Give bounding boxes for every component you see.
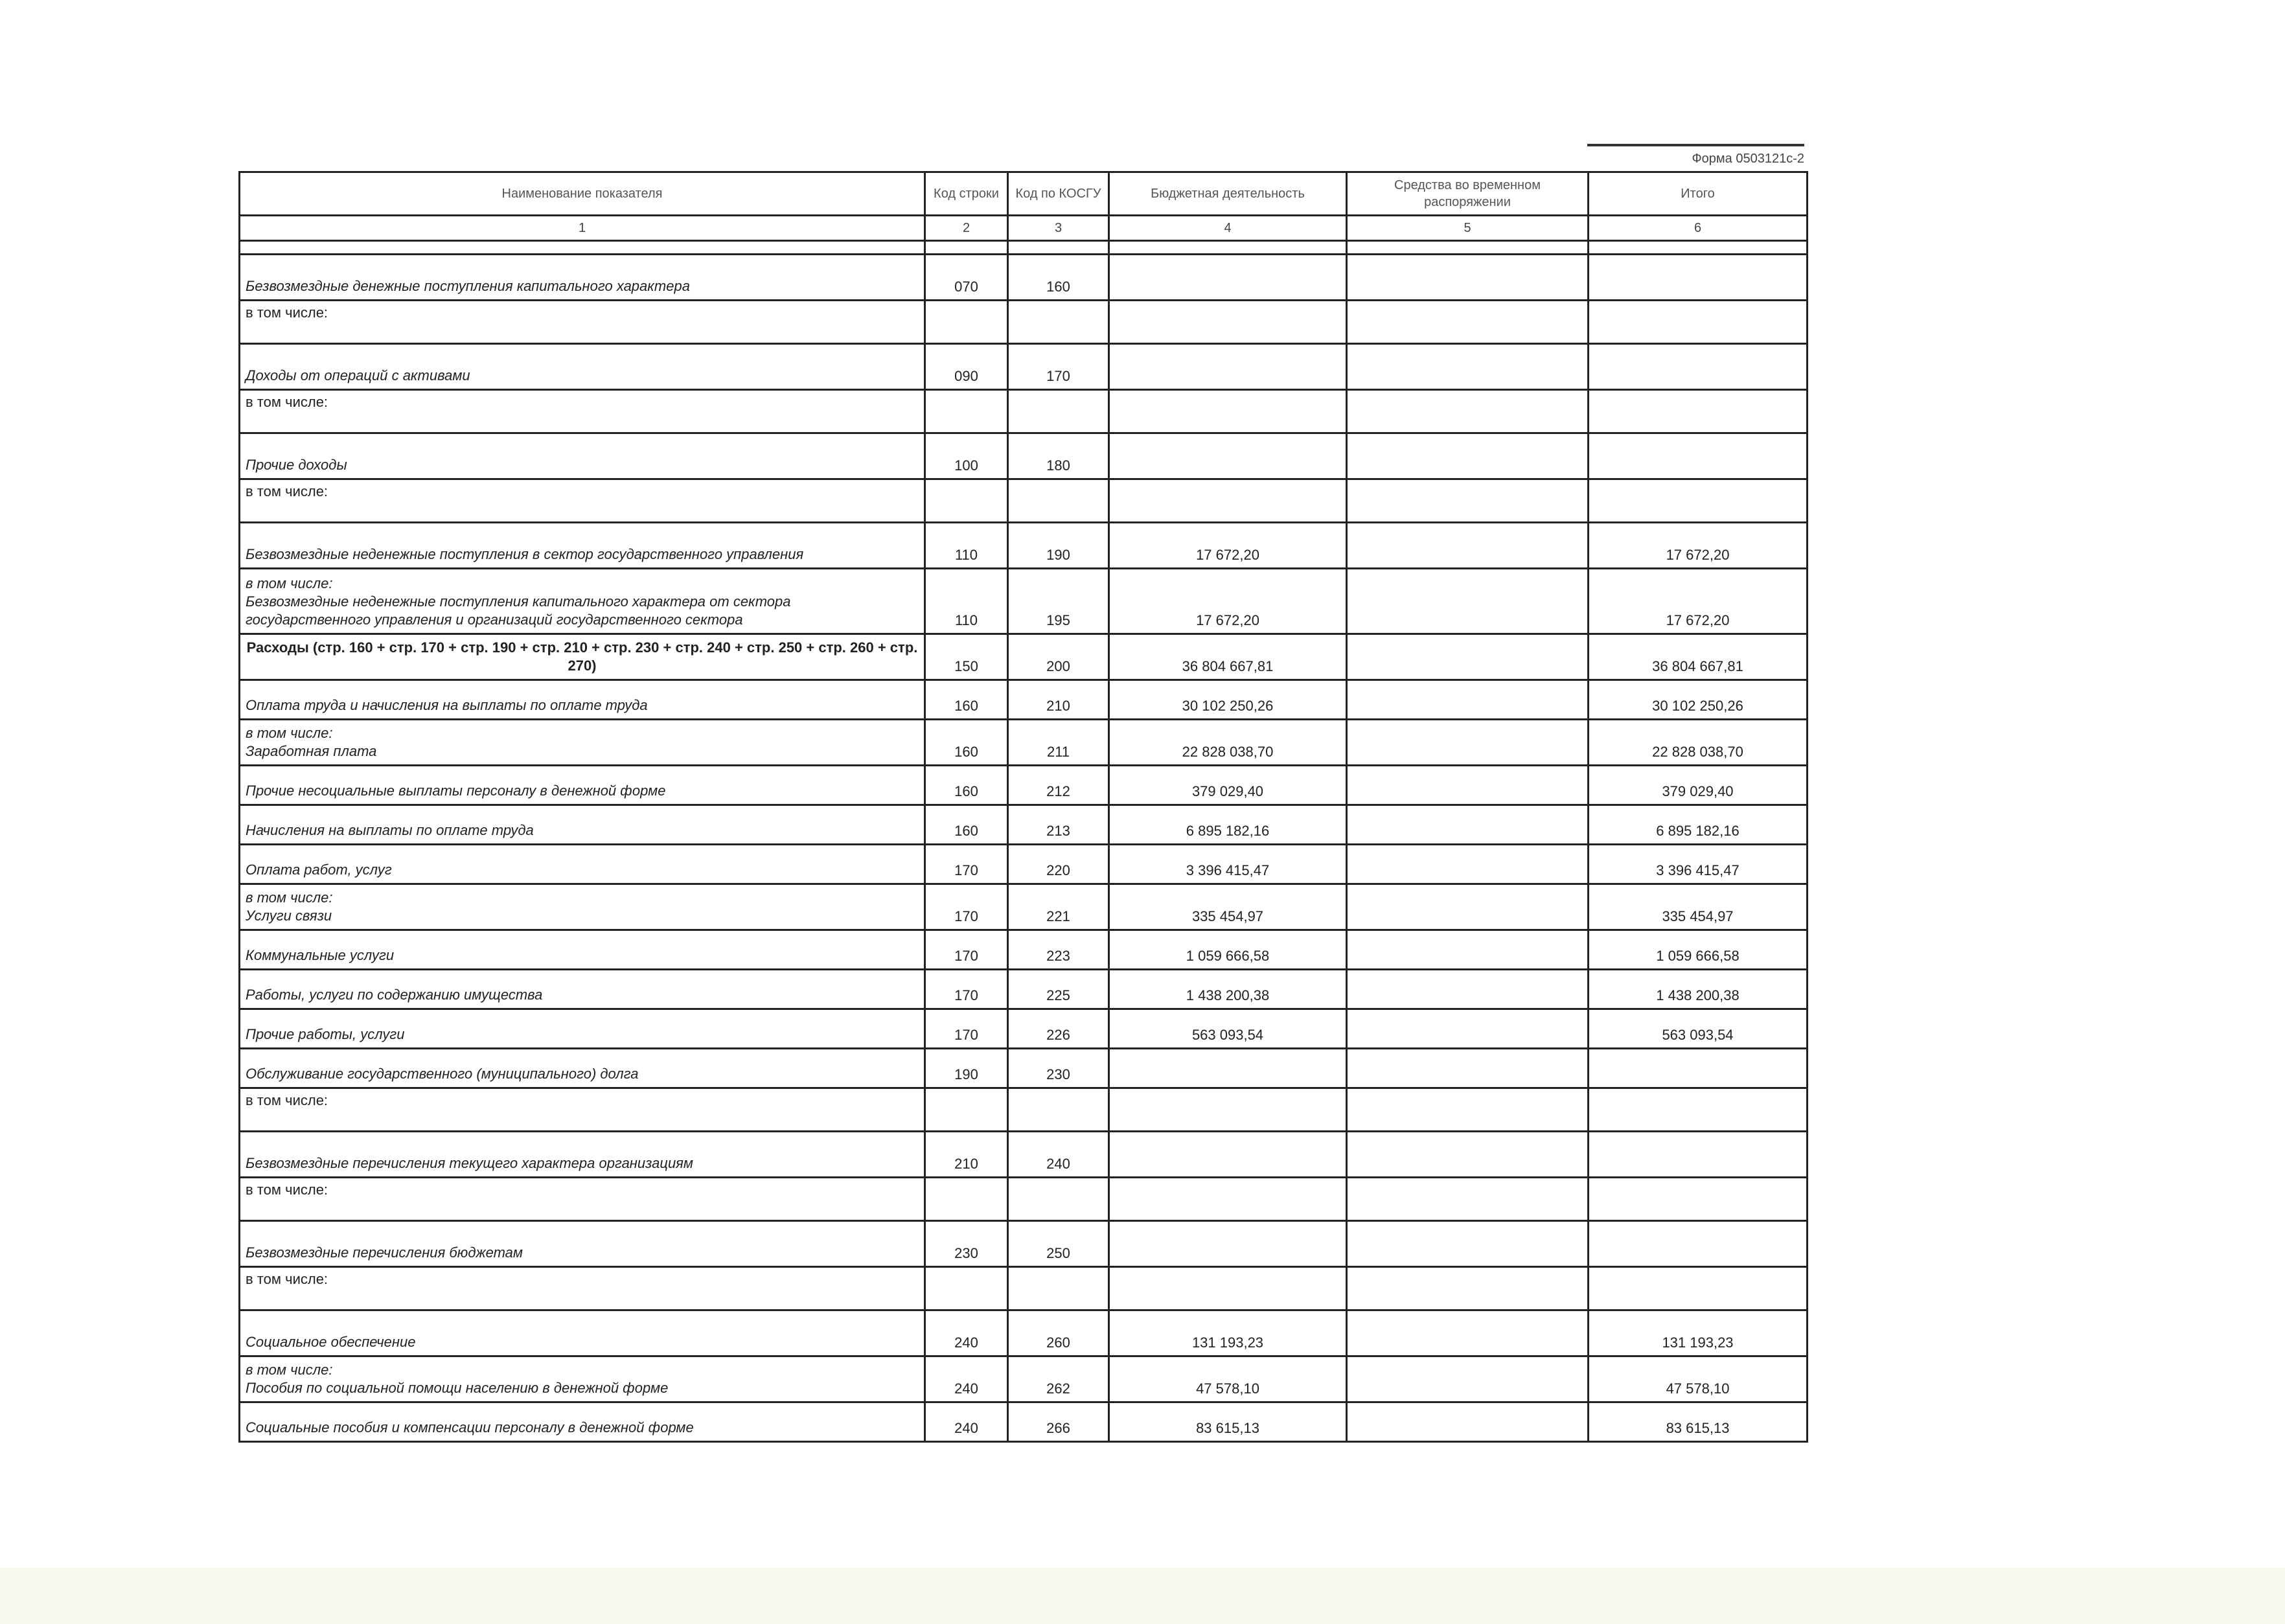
- row-kosgu: 195: [1008, 569, 1109, 634]
- table-row: [240, 1267, 1808, 1310]
- row-budget: 335 454,97: [1109, 884, 1347, 930]
- row-kosgu: [1008, 1178, 1109, 1221]
- row-label: Безвозмездные неденежные поступления в сектор государственного управления: [246, 546, 804, 562]
- row-temp-funds: [1347, 970, 1589, 1009]
- row-budget: [1109, 255, 1347, 301]
- table-row: [240, 1049, 1808, 1088]
- row-line-code: 070: [925, 255, 1008, 301]
- row-total: [1589, 1088, 1808, 1132]
- row-name: [240, 390, 925, 433]
- row-line-code: 160: [925, 680, 1008, 720]
- row-total: 1 059 666,58: [1589, 930, 1808, 970]
- row-line-code: 170: [925, 845, 1008, 884]
- row-budget: 17 672,20: [1109, 569, 1347, 634]
- row-budget: [1109, 479, 1347, 523]
- row-kosgu: 210: [1008, 680, 1109, 720]
- row-label: Пособия по социальной помощи населению в денежной форме: [246, 1380, 669, 1396]
- row-total: 30 102 250,26: [1589, 680, 1808, 720]
- row-kosgu: 200: [1008, 634, 1109, 680]
- report-table: [238, 171, 1808, 1443]
- row-total: [1589, 344, 1808, 390]
- row-name: [240, 1402, 925, 1442]
- row-line-code: 170: [925, 930, 1008, 970]
- row-line-code: 210: [925, 1132, 1008, 1178]
- row-temp-funds: [1347, 390, 1589, 433]
- table-row: [240, 766, 1808, 805]
- table-row: [240, 930, 1808, 970]
- row-total: 36 804 667,81: [1589, 634, 1808, 680]
- row-budget: 36 804 667,81: [1109, 634, 1347, 680]
- row-budget: [1109, 1221, 1347, 1267]
- row-name: [240, 301, 925, 344]
- row-label: в том числе:: [246, 394, 328, 410]
- row-label: Прочие работы, услуги: [246, 1026, 405, 1042]
- row-name: [240, 884, 925, 930]
- row-total: [1589, 1132, 1808, 1178]
- row-total: [1589, 390, 1808, 433]
- column-number: 3: [1008, 216, 1109, 241]
- row-name: [240, 1009, 925, 1049]
- row-name: [240, 569, 925, 634]
- row-total: 83 615,13: [1589, 1402, 1808, 1442]
- row-temp-funds: [1347, 255, 1589, 301]
- row-temp-funds: [1347, 805, 1589, 845]
- row-budget: 83 615,13: [1109, 1402, 1347, 1442]
- table-row: [240, 1356, 1808, 1402]
- row-kosgu: [1008, 390, 1109, 433]
- table-row: [240, 1009, 1808, 1049]
- row-budget: [1109, 344, 1347, 390]
- row-kosgu: 160: [1008, 255, 1109, 301]
- row-budget: [1109, 1132, 1347, 1178]
- row-kosgu: 223: [1008, 930, 1109, 970]
- row-budget: 1 059 666,58: [1109, 930, 1347, 970]
- row-kosgu: 212: [1008, 766, 1109, 805]
- row-kosgu: 225: [1008, 970, 1109, 1009]
- row-budget: [1109, 1088, 1347, 1132]
- row-total: 17 672,20: [1589, 569, 1808, 634]
- row-label: Работы, услуги по содержанию имущества: [246, 987, 543, 1003]
- row-temp-funds: [1347, 766, 1589, 805]
- table-row: [240, 884, 1808, 930]
- row-name: [240, 720, 925, 766]
- row-total: [1589, 301, 1808, 344]
- row-subheading: в том числе:: [246, 1362, 333, 1378]
- row-temp-funds: [1347, 1221, 1589, 1267]
- table-row: [240, 1221, 1808, 1267]
- row-subheading: в том числе:: [246, 725, 333, 741]
- row-budget: [1109, 433, 1347, 479]
- header-kosgu: Код по КОСГУ: [1008, 172, 1109, 216]
- row-temp-funds: [1347, 569, 1589, 634]
- row-temp-funds: [1347, 1009, 1589, 1049]
- row-name: [240, 680, 925, 720]
- row-temp-funds: [1347, 1088, 1589, 1132]
- row-name: [240, 805, 925, 845]
- row-budget: 3 396 415,47: [1109, 845, 1347, 884]
- row-label: Коммунальные услуги: [246, 947, 395, 963]
- row-total: 379 029,40: [1589, 766, 1808, 805]
- row-kosgu: 170: [1008, 344, 1109, 390]
- row-subheading: в том числе:: [246, 575, 333, 591]
- row-name: [240, 970, 925, 1009]
- row-total: 47 578,10: [1589, 1356, 1808, 1402]
- row-budget: 563 093,54: [1109, 1009, 1347, 1049]
- row-budget: 30 102 250,26: [1109, 680, 1347, 720]
- row-line-code: [925, 1178, 1008, 1221]
- row-line-code: 240: [925, 1402, 1008, 1442]
- row-total: [1589, 1049, 1808, 1088]
- header-line-code: Код строки: [925, 172, 1008, 216]
- row-kosgu: 240: [1008, 1132, 1109, 1178]
- row-kosgu: 211: [1008, 720, 1109, 766]
- table-row: [240, 523, 1808, 569]
- row-budget: 22 828 038,70: [1109, 720, 1347, 766]
- row-line-code: 160: [925, 720, 1008, 766]
- table-row: [240, 805, 1808, 845]
- row-temp-funds: [1347, 884, 1589, 930]
- row-label: Оплата работ, услуг: [246, 862, 392, 878]
- row-line-code: 160: [925, 766, 1008, 805]
- row-label: Безвозмездные перечисления текущего характера организациям: [246, 1155, 694, 1171]
- row-budget: [1109, 1178, 1347, 1221]
- row-line-code: [925, 1267, 1008, 1310]
- row-temp-funds: [1347, 344, 1589, 390]
- row-name: [240, 1178, 925, 1221]
- row-kosgu: 262: [1008, 1356, 1109, 1402]
- row-line-code: 110: [925, 523, 1008, 569]
- row-kosgu: [1008, 1088, 1109, 1132]
- row-line-code: 240: [925, 1310, 1008, 1356]
- row-label: Обслуживание государственного (муниципального) долга: [246, 1066, 639, 1082]
- row-kosgu: [1008, 1267, 1109, 1310]
- row-budget: [1109, 1049, 1347, 1088]
- row-kosgu: [1008, 301, 1109, 344]
- row-budget: 47 578,10: [1109, 1356, 1347, 1402]
- table-row: [240, 970, 1808, 1009]
- row-label: в том числе:: [246, 483, 328, 499]
- row-name: [240, 523, 925, 569]
- row-line-code: 230: [925, 1221, 1008, 1267]
- row-temp-funds: [1347, 680, 1589, 720]
- table-row: [240, 634, 1808, 680]
- row-label: в том числе:: [246, 304, 328, 321]
- row-line-code: 160: [925, 805, 1008, 845]
- row-name: [240, 766, 925, 805]
- row-label: Прочие доходы: [246, 457, 347, 473]
- row-kosgu: 213: [1008, 805, 1109, 845]
- row-line-code: 170: [925, 884, 1008, 930]
- row-total: 6 895 182,16: [1589, 805, 1808, 845]
- header-temp-funds: Средства во временном распоряжении: [1347, 172, 1589, 216]
- row-label: Услуги связи: [246, 908, 332, 924]
- table-row: [240, 390, 1808, 433]
- row-line-code: 170: [925, 1009, 1008, 1049]
- row-total: 22 828 038,70: [1589, 720, 1808, 766]
- row-budget: [1109, 390, 1347, 433]
- row-budget: 1 438 200,38: [1109, 970, 1347, 1009]
- row-total: [1589, 1267, 1808, 1310]
- row-kosgu: 221: [1008, 884, 1109, 930]
- row-kosgu: 250: [1008, 1221, 1109, 1267]
- column-number: 5: [1347, 216, 1589, 241]
- row-total: [1589, 479, 1808, 523]
- row-kosgu: 180: [1008, 433, 1109, 479]
- table-row: [240, 680, 1808, 720]
- row-label: Социальное обеспечение: [246, 1334, 416, 1350]
- row-temp-funds: [1347, 634, 1589, 680]
- table-row: [240, 1088, 1808, 1132]
- row-temp-funds: [1347, 1267, 1589, 1310]
- row-kosgu: 260: [1008, 1310, 1109, 1356]
- row-budget: 131 193,23: [1109, 1310, 1347, 1356]
- row-line-code: [925, 390, 1008, 433]
- row-label: Оплата труда и начисления на выплаты по оплате труда: [246, 697, 648, 713]
- row-name: [240, 433, 925, 479]
- table-row: [240, 845, 1808, 884]
- row-name: [240, 1221, 925, 1267]
- row-label: Начисления на выплаты по оплате труда: [246, 822, 534, 838]
- table-row: [240, 479, 1808, 523]
- row-temp-funds: [1347, 1132, 1589, 1178]
- row-budget: [1109, 301, 1347, 344]
- row-label: в том числе:: [246, 1092, 328, 1108]
- row-name: [240, 479, 925, 523]
- row-total: 335 454,97: [1589, 884, 1808, 930]
- row-total: [1589, 1221, 1808, 1267]
- row-label: Расходы (стр. 160 + стр. 170 + стр. 190 + стр. 210 + стр. 230 + стр. 240 + стр. 250 + стр. 260 + стр. 270): [246, 639, 918, 674]
- row-budget: 6 895 182,16: [1109, 805, 1347, 845]
- header-row: [240, 172, 1808, 216]
- row-name: [240, 1049, 925, 1088]
- table-row: [240, 344, 1808, 390]
- row-total: [1589, 1178, 1808, 1221]
- header-total: Итого: [1589, 172, 1808, 216]
- row-name: [240, 930, 925, 970]
- row-temp-funds: [1347, 433, 1589, 479]
- row-kosgu: 220: [1008, 845, 1109, 884]
- row-kosgu: 230: [1008, 1049, 1109, 1088]
- table-row: [240, 569, 1808, 634]
- row-label: Безвозмездные денежные поступления капитального характера: [246, 278, 690, 294]
- row-name: [240, 845, 925, 884]
- row-temp-funds: [1347, 1402, 1589, 1442]
- page-bottom-stripe: [0, 1568, 2285, 1624]
- row-label: Доходы от операций с активами: [246, 367, 470, 383]
- row-kosgu: [1008, 479, 1109, 523]
- row-kosgu: 190: [1008, 523, 1109, 569]
- row-temp-funds: [1347, 845, 1589, 884]
- row-temp-funds: [1347, 523, 1589, 569]
- column-number: 6: [1589, 216, 1808, 241]
- row-line-code: [925, 479, 1008, 523]
- table-row: [240, 1132, 1808, 1178]
- row-temp-funds: [1347, 301, 1589, 344]
- row-total: 131 193,23: [1589, 1310, 1808, 1356]
- row-name: [240, 1088, 925, 1132]
- row-name: [240, 1310, 925, 1356]
- row-temp-funds: [1347, 1356, 1589, 1402]
- row-line-code: 240: [925, 1356, 1008, 1402]
- column-numbers-row: [240, 216, 1808, 241]
- row-line-code: 190: [925, 1049, 1008, 1088]
- row-label: Прочие несоциальные выплаты персоналу в денежной форме: [246, 783, 666, 799]
- table-row: [240, 301, 1808, 344]
- row-temp-funds: [1347, 1049, 1589, 1088]
- row-line-code: 090: [925, 344, 1008, 390]
- table-row: [240, 1402, 1808, 1442]
- row-name: [240, 1132, 925, 1178]
- row-line-code: 150: [925, 634, 1008, 680]
- row-label: в том числе:: [246, 1182, 328, 1198]
- row-temp-funds: [1347, 1310, 1589, 1356]
- row-kosgu: 266: [1008, 1402, 1109, 1442]
- row-total: 3 396 415,47: [1589, 845, 1808, 884]
- row-line-code: [925, 301, 1008, 344]
- form-code-label: Форма 0503121с-2: [1587, 144, 1804, 171]
- row-budget: 17 672,20: [1109, 523, 1347, 569]
- row-total: 563 093,54: [1589, 1009, 1808, 1049]
- row-name: [240, 255, 925, 301]
- row-line-code: 100: [925, 433, 1008, 479]
- row-line-code: [925, 1088, 1008, 1132]
- row-temp-funds: [1347, 1178, 1589, 1221]
- row-line-code: 170: [925, 970, 1008, 1009]
- row-label: в том числе:: [246, 1271, 328, 1287]
- row-total: 1 438 200,38: [1589, 970, 1808, 1009]
- table-row: [240, 720, 1808, 766]
- separator-row: [240, 241, 1808, 255]
- table-row: [240, 433, 1808, 479]
- table-body: [240, 255, 1808, 1442]
- row-line-code: 110: [925, 569, 1008, 634]
- row-name: [240, 1267, 925, 1310]
- column-number: 2: [925, 216, 1008, 241]
- row-kosgu: 226: [1008, 1009, 1109, 1049]
- table-row: [240, 1310, 1808, 1356]
- row-name: [240, 634, 925, 680]
- table-row: [240, 255, 1808, 301]
- table-row: [240, 1178, 1808, 1221]
- row-subheading: в том числе:: [246, 889, 333, 906]
- row-name: [240, 344, 925, 390]
- header-name: Наименование показателя: [240, 172, 925, 216]
- row-label: Социальные пособия и компенсации персоналу в денежной форме: [246, 1419, 694, 1435]
- row-total: 17 672,20: [1589, 523, 1808, 569]
- row-total: [1589, 255, 1808, 301]
- column-number: 4: [1109, 216, 1347, 241]
- column-number: 1: [240, 216, 925, 241]
- row-label: Заработная плата: [246, 743, 377, 759]
- row-label: Безвозмездные неденежные поступления капитального характера от сектора государственного управления и организаций государственного сектора: [246, 593, 791, 628]
- header-budget: Бюджетная деятельность: [1109, 172, 1347, 216]
- row-budget: 379 029,40: [1109, 766, 1347, 805]
- row-temp-funds: [1347, 479, 1589, 523]
- row-label: Безвозмездные перечисления бюджетам: [246, 1244, 523, 1261]
- row-name: [240, 1356, 925, 1402]
- row-budget: [1109, 1267, 1347, 1310]
- row-temp-funds: [1347, 930, 1589, 970]
- row-total: [1589, 433, 1808, 479]
- row-temp-funds: [1347, 720, 1589, 766]
